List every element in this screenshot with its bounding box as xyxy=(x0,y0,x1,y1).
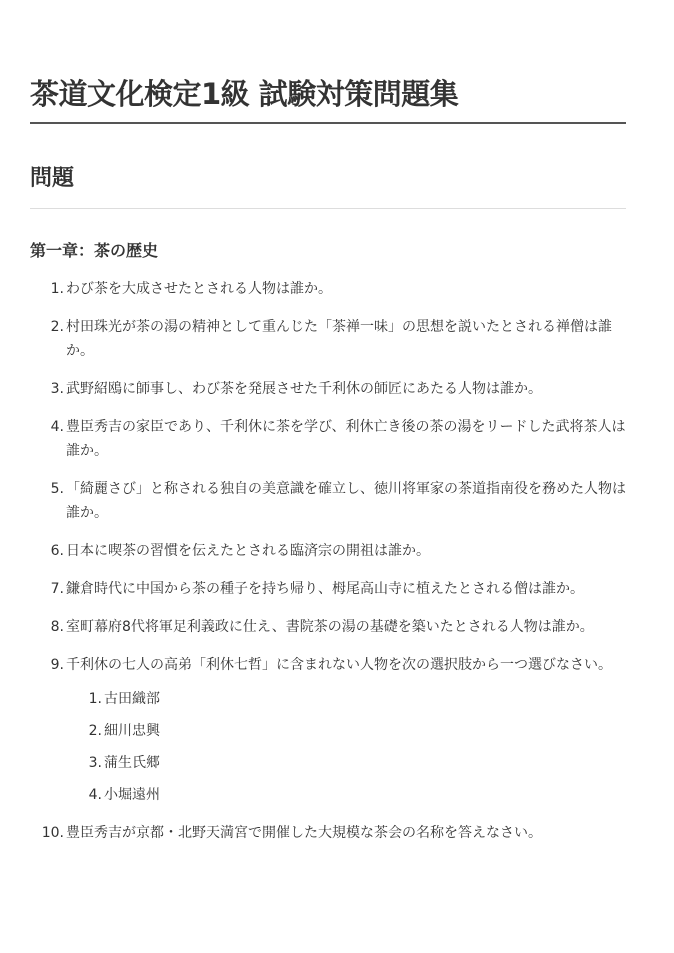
section-title: 問題 xyxy=(30,166,75,191)
question-item xyxy=(30,315,626,363)
question-text: 千利休の七人の高弟「利休七哲」に含まれない人物を次の選択肢から一つ選びなさい。 xyxy=(66,657,612,673)
chapter-title: 第一章：茶の歴史 xyxy=(30,241,159,260)
question-item xyxy=(30,415,626,463)
question-number: 6. xyxy=(50,543,64,559)
choice-text: 細川忠興 xyxy=(104,723,160,739)
question-item xyxy=(30,477,626,525)
document-title: 茶道文化検定1級 試験対策問題集 xyxy=(30,77,459,111)
question-item xyxy=(30,821,626,845)
question-text: 鎌倉時代に中国から茶の種子を持ち帰り、栂尾高山寺に植えたとされる僧は誰か。 xyxy=(66,581,584,597)
question-number: 5. xyxy=(50,481,64,497)
question-text: 日本に喫茶の習慣を伝えたとされる臨済宗の開祖は誰か。 xyxy=(66,543,430,559)
choice-number: 4. xyxy=(88,787,102,803)
choice-number: 3. xyxy=(88,755,102,771)
question-text: 武野紹鴎に師事し、わび茶を発展させた千利休の師匠にあたる人物は誰か。 xyxy=(66,381,542,397)
choice-item xyxy=(66,751,626,775)
question-item xyxy=(30,539,626,563)
question-item xyxy=(30,277,626,301)
question-text: 室町幕府8代将軍足利義政に仕え、書院茶の湯の基礎を築いたとされる人物は誰か。 xyxy=(66,619,594,635)
question-item xyxy=(30,377,626,401)
question-item xyxy=(30,615,626,639)
choice-text: 古田織部 xyxy=(104,691,160,707)
question-number: 2. xyxy=(50,319,64,335)
choice-text: 蒲生氏郷 xyxy=(104,755,160,771)
question-number: 9. xyxy=(50,657,64,673)
question-number: 8. xyxy=(50,619,64,635)
question-number: 10. xyxy=(41,825,64,841)
choice-number: 1. xyxy=(88,691,102,707)
question-item xyxy=(30,653,626,807)
choice-item xyxy=(66,719,626,743)
question-text: 村田珠光が茶の湯の精神として重んじた「茶禅一味」の思想を説いたとされる禅僧は誰か。 xyxy=(66,319,612,359)
question-list xyxy=(30,277,626,845)
question-number: 1. xyxy=(50,281,64,297)
question-item xyxy=(30,577,626,601)
choice-text: 小堀遠州 xyxy=(104,787,160,803)
question-number: 4. xyxy=(50,419,64,435)
question-text: 「綺麗さび」と称される独自の美意識を確立し、徳川将軍家の茶道指南役を務めた人物は誰か。 xyxy=(66,481,626,521)
question-number: 7. xyxy=(50,581,64,597)
question-text: わび茶を大成させたとされる人物は誰か。 xyxy=(66,281,332,297)
question-text: 豊臣秀吉の家臣であり、千利休に茶を学び、利休亡き後の茶の湯をリードした武将茶人は誰か。 xyxy=(66,419,626,459)
question-number: 3. xyxy=(50,381,64,397)
choice-list xyxy=(66,687,626,807)
choice-item xyxy=(66,783,626,807)
choice-item xyxy=(66,687,626,711)
choice-number: 2. xyxy=(88,723,102,739)
question-text: 豊臣秀吉が京都・北野天満宮で開催した大規模な茶会の名称を答えなさい。 xyxy=(66,825,542,841)
